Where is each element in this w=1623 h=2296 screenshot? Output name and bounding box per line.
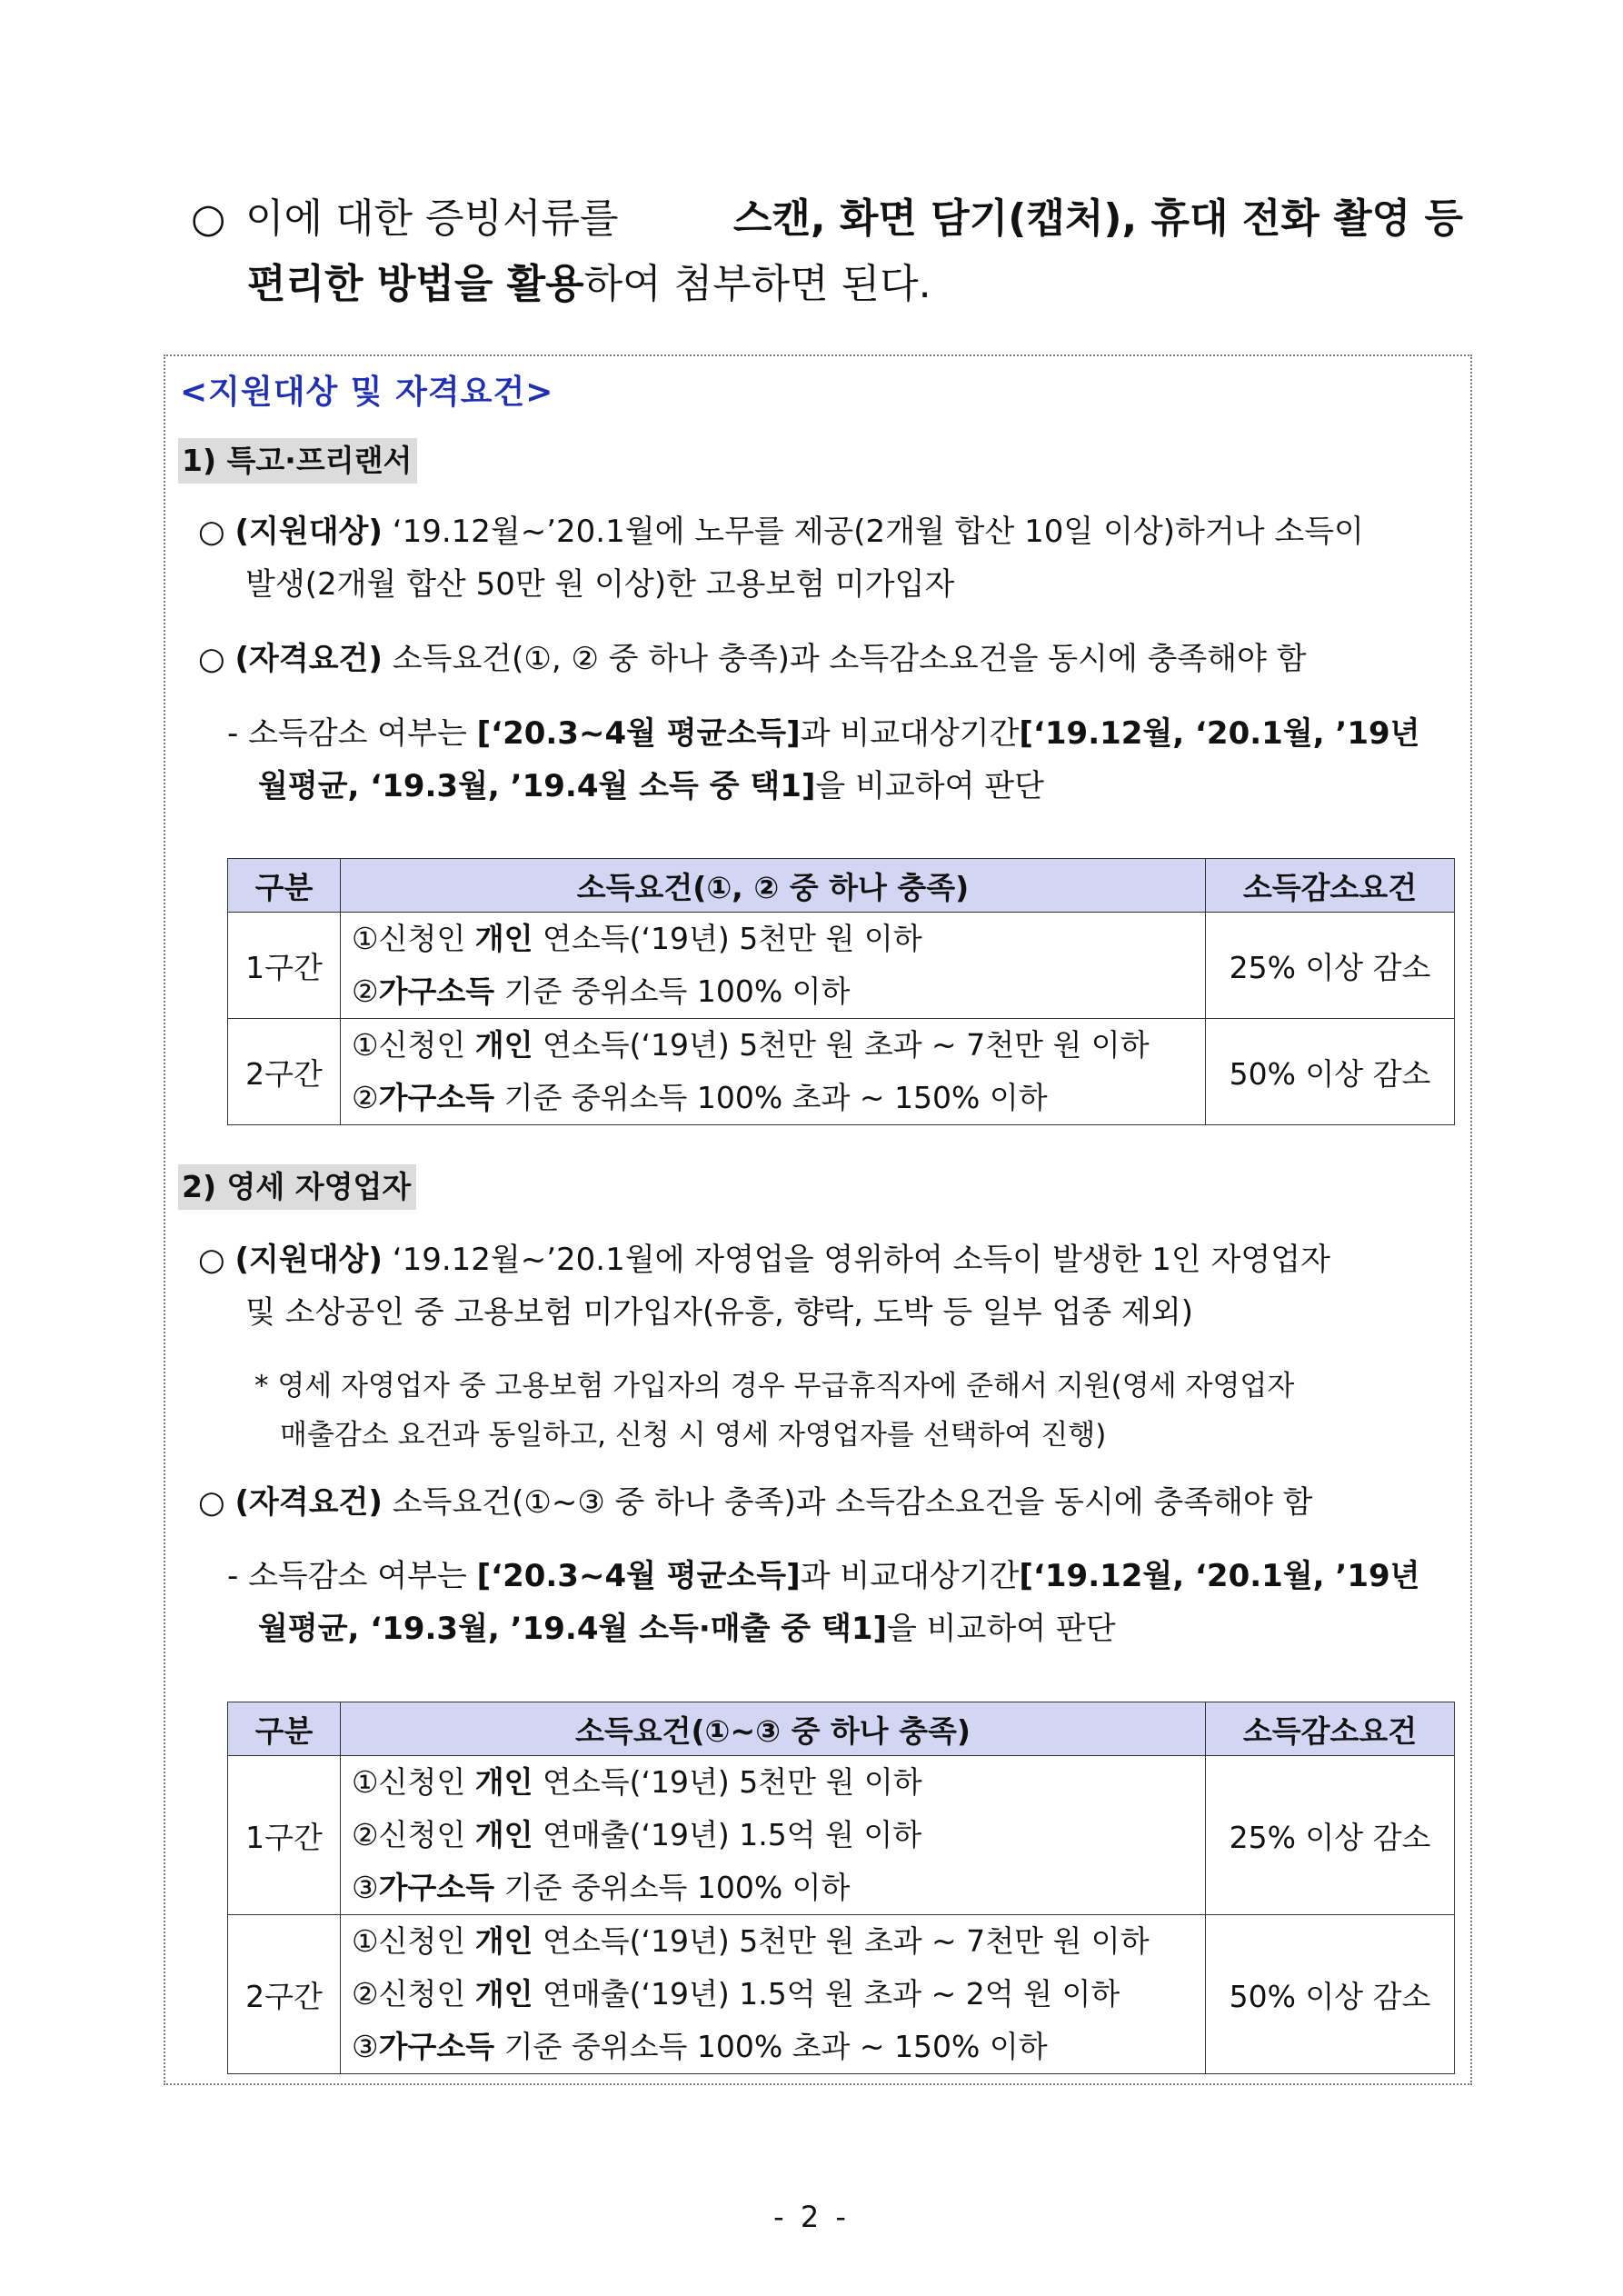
circle-bullet: ○ — [198, 641, 235, 677]
s1-target-line2: 발생(2개월 합산 50만 원 이상)한 고용보험 미가입자 — [245, 566, 955, 603]
s2-qual-text: 소득요건(①~③ 중 하나 충족)과 소득감소요건을 동시에 충족해야 함 — [382, 1484, 1313, 1521]
requirement-item: ②신청인 개인 연매출(‘19년) 1.5억 원 초과 ~ 2억 원 이하 — [352, 1976, 1120, 2011]
intro-text-bold: 스캔, 화면 담기(캡처), 휴대 전화 촬영 등 — [732, 195, 1463, 242]
requirement-item: ②가구소득 기준 중위소득 100% 초과 ~ 150% 이하 — [352, 1080, 1048, 1115]
requirement-item: ②신청인 개인 연매출(‘19년) 1.5억 원 이하 — [352, 1817, 922, 1852]
requirement-item: ①신청인 개인 연소득(‘19년) 5천만 원 이하 — [352, 1764, 922, 1800]
page-number: - 2 - — [773, 2200, 850, 2234]
s1-dash-text: - 소득감소 여부는 — [227, 715, 477, 752]
table-header-row — [228, 859, 1455, 913]
s2-dash-text: - 소득감소 여부는 — [227, 1558, 477, 1594]
requirement-item: ①신청인 개인 연소득(‘19년) 5천만 원 이하 — [352, 921, 922, 956]
s2-dash-bold: [‘19.12월, ‘20.1월, ’19년 — [1019, 1558, 1420, 1594]
s2-qual-label: (자격요건) — [234, 1484, 383, 1521]
s2-dash-bold: [‘20.3~4월 평균소득] — [476, 1558, 801, 1594]
tier-label: 2구간 — [228, 1915, 341, 2074]
box-title: <지원대상 및 자격요건> — [180, 374, 554, 411]
circle-bullet: ○ — [198, 1242, 235, 1278]
s2-target-line2: 및 소상공인 중 고용보험 미가입자(유흥, 향락, 도박 등 일부 업종 제외) — [245, 1294, 1194, 1331]
s1-target-paragraph — [198, 505, 1450, 611]
table-header: 소득요건(①, ② 중 하나 충족) — [341, 859, 1206, 913]
s2-dash-text: 을 비교하여 판단 — [887, 1611, 1116, 1647]
s2-note-line1: * 영세 자영업자 중 고용보험 가입자의 경우 무급휴직자에 준해서 지원(영세 자영업자 — [254, 1370, 1295, 1403]
tier-label: 1구간 — [228, 913, 341, 1019]
decrease-requirement: 25% 이상 감소 — [1206, 913, 1455, 1019]
s1-qual-paragraph — [198, 633, 1307, 685]
section-heading-self-employed: 2) 영세 자영업자 — [178, 1164, 416, 1210]
table-row — [228, 1756, 1455, 1915]
s1-qual-text: 소득요건(①, ② 중 하나 충족)과 소득감소요건을 동시에 충족해야 함 — [382, 641, 1307, 677]
table-header-row — [228, 1702, 1455, 1756]
s2-note-paragraph — [254, 1362, 1294, 1460]
s2-target-line1: ‘19.12월~’20.1월에 자영업을 영위하여 소득이 발생한 1인 자영업자 — [382, 1242, 1330, 1278]
requirement-item: ③가구소득 기준 중위소득 100% 이하 — [352, 1870, 851, 1905]
requirement-items — [341, 1915, 1206, 2074]
s2-dash-text: 과 비교대상기간 — [800, 1558, 1020, 1594]
s1-dash-bold: [‘19.12월, ‘20.1월, ’19년 — [1019, 715, 1420, 752]
s2-target-paragraph — [198, 1233, 1450, 1339]
table-header: 소득감소요건 — [1206, 859, 1455, 913]
table-row — [228, 1915, 1455, 2074]
s1-qual-label: (자격요건) — [234, 641, 383, 677]
circle-bullet: ○ — [198, 1484, 235, 1521]
s1-target-label: (지원대상) — [234, 514, 383, 550]
requirement-item: ①신청인 개인 연소득(‘19년) 5천만 원 초과 ~ 7천만 원 이하 — [352, 1923, 1150, 1959]
requirement-item: ③가구소득 기준 중위소득 100% 초과 ~ 150% 이하 — [352, 2029, 1048, 2064]
bullet-marker: ○ — [191, 195, 226, 242]
s2-requirements-table — [227, 1702, 1455, 2074]
s2-dash-bold: 월평균, ‘19.3월, ’19.4월 소득·매출 중 택1] — [258, 1611, 888, 1647]
table-row — [228, 1019, 1455, 1125]
s2-target-label: (지원대상) — [234, 1242, 383, 1278]
s2-qual-paragraph — [198, 1476, 1313, 1529]
tier-label: 2구간 — [228, 1019, 341, 1125]
s2-note-line2: 매출감소 요건과 동일하고, 신청 시 영세 자영업자를 선택하여 진행) — [280, 1419, 1107, 1452]
intro-paragraph — [191, 186, 1481, 317]
intro-text-plain: 이에 대한 증빙서류를 — [245, 195, 619, 242]
s2-dash-paragraph — [227, 1550, 1450, 1655]
requirement-items — [341, 913, 1206, 1019]
table-header: 소득감소요건 — [1206, 1702, 1455, 1756]
table-header: 소득요건(①~③ 중 하나 충족) — [341, 1702, 1206, 1756]
table-header: 구분 — [228, 859, 341, 913]
decrease-requirement: 50% 이상 감소 — [1206, 1019, 1455, 1125]
section-heading-freelancer: 1) 특고·프리랜서 — [178, 438, 417, 484]
s1-dash-text: 과 비교대상기간 — [800, 715, 1020, 752]
tier-label: 1구간 — [228, 1756, 341, 1915]
requirement-item: ①신청인 개인 연소득(‘19년) 5천만 원 초과 ~ 7천만 원 이하 — [352, 1027, 1150, 1063]
table-row — [228, 913, 1455, 1019]
s1-dash-bold: [‘20.3~4월 평균소득] — [476, 715, 801, 752]
s1-dash-text: 을 비교하여 판단 — [815, 768, 1044, 804]
s1-target-line1: ‘19.12월~’20.1월에 노무를 제공(2개월 합산 10일 이상)하거나 소득이 — [382, 514, 1364, 550]
decrease-requirement: 25% 이상 감소 — [1206, 1756, 1455, 1915]
circle-bullet: ○ — [198, 514, 235, 550]
requirement-item: ②가구소득 기준 중위소득 100% 이하 — [352, 973, 851, 1009]
s1-dash-paragraph — [227, 707, 1450, 813]
table-header: 구분 — [228, 1702, 341, 1756]
s1-requirements-table — [227, 858, 1455, 1125]
intro-text-plain-2: 하여 첨부하면 된다. — [583, 261, 931, 307]
decrease-requirement: 50% 이상 감소 — [1206, 1915, 1455, 2074]
intro-text-bold-2: 편리한 방법을 활용 — [247, 261, 584, 307]
requirement-items — [341, 1756, 1206, 1915]
s1-dash-bold: 월평균, ‘19.3월, ’19.4월 소득 중 택1] — [258, 768, 816, 804]
requirement-items — [341, 1019, 1206, 1125]
